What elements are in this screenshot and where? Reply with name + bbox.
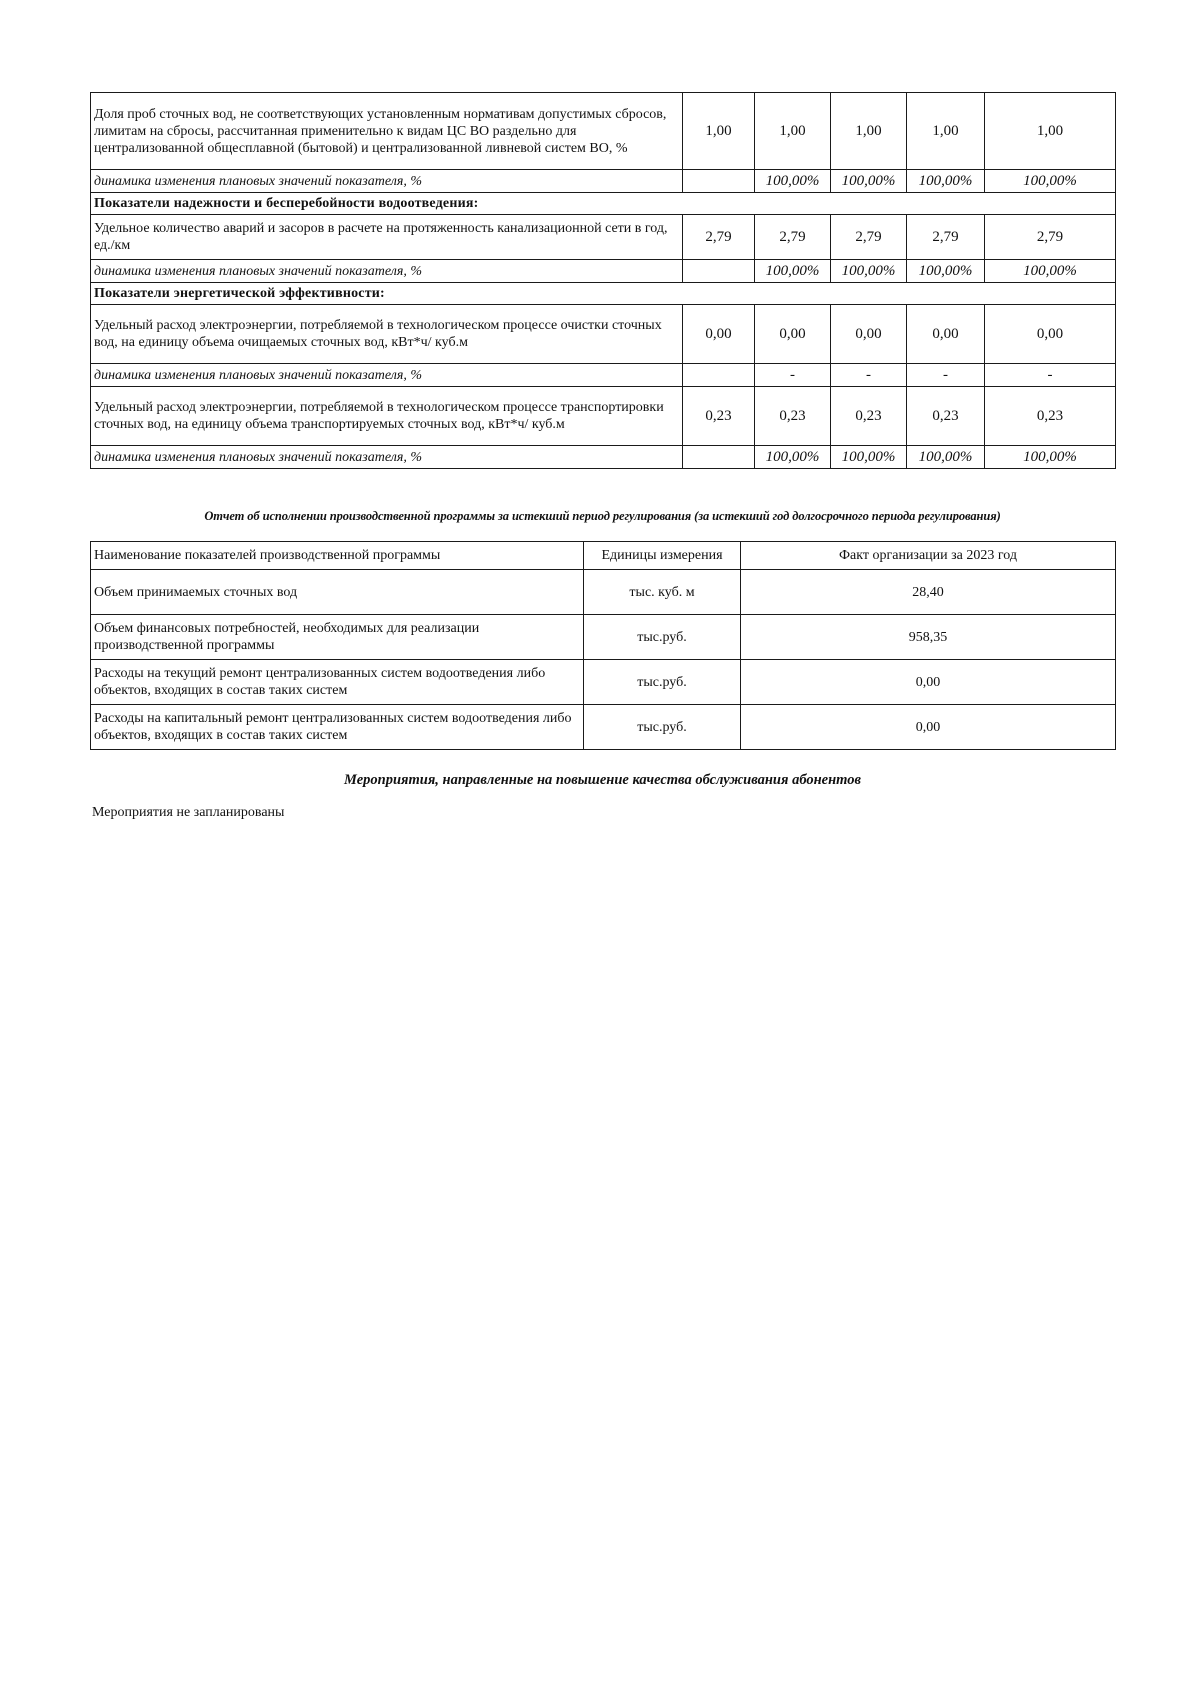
indicator-value: 2,79 <box>907 215 985 260</box>
indicator-value: 2,79 <box>683 215 755 260</box>
table-row <box>91 446 1116 469</box>
indicator-value: 2,79 <box>985 215 1116 260</box>
measures-text: Мероприятия не запланированы <box>92 805 285 820</box>
table-row <box>91 170 1116 193</box>
row-name: Расходы на капитальный ремонт централизованных систем водоотведения либо объектов, входящих в состав таких систем <box>91 705 584 750</box>
dynamics-label: динамика изменения плановых значений показателя, % <box>91 446 683 469</box>
row-fact: 958,35 <box>741 615 1116 660</box>
indicator-value: 0,23 <box>985 387 1116 446</box>
dynamics-value: 100,00% <box>831 446 907 469</box>
table-row <box>91 387 1116 446</box>
table-row <box>91 615 1116 660</box>
section-row <box>91 193 1116 215</box>
dynamics-label: динамика изменения плановых значений показателя, % <box>91 260 683 283</box>
table-row <box>91 93 1116 170</box>
indicator-value: 2,79 <box>831 215 907 260</box>
table-row <box>91 364 1116 387</box>
row-fact: 28,40 <box>741 570 1116 615</box>
indicator-value: 2,79 <box>755 215 831 260</box>
table-row <box>91 260 1116 283</box>
indicator-value: 1,00 <box>831 93 907 170</box>
dynamics-value <box>683 446 755 469</box>
column-header-unit: Единицы измерения <box>584 542 741 570</box>
dynamics-value: 100,00% <box>985 260 1116 283</box>
dynamics-label: динамика изменения плановых значений показателя, % <box>91 170 683 193</box>
column-header-fact: Факт организации за 2023 год <box>741 542 1116 570</box>
indicator-value: 0,23 <box>683 387 755 446</box>
table-row <box>91 570 1116 615</box>
dynamics-value <box>683 364 755 387</box>
indicator-value: 1,00 <box>755 93 831 170</box>
dynamics-value: 100,00% <box>907 446 985 469</box>
row-name: Объем принимаемых сточных вод <box>91 570 584 615</box>
row-unit: тыс. куб. м <box>584 570 741 615</box>
section-heading: Показатели надежности и бесперебойности водоотведения: <box>91 193 1116 215</box>
measures-title: Мероприятия, направленные на повышение качества обслуживания абонентов <box>344 772 861 788</box>
dynamics-value: - <box>755 364 831 387</box>
indicator-value: 0,23 <box>755 387 831 446</box>
table-header-row <box>91 542 1116 570</box>
indicators-table <box>90 92 1116 469</box>
indicator-value: 0,00 <box>907 305 985 364</box>
row-fact: 0,00 <box>741 660 1116 705</box>
dynamics-value: 100,00% <box>985 170 1116 193</box>
row-unit: тыс.руб. <box>584 615 741 660</box>
indicator-value: 1,00 <box>683 93 755 170</box>
dynamics-value: 100,00% <box>755 170 831 193</box>
indicator-value: 0,00 <box>755 305 831 364</box>
indicator-name: Удельное количество аварий и засоров в расчете на протяженность канализационной сети в год, ед./км <box>91 215 683 260</box>
column-header-name: Наименование показателей производственной программы <box>91 542 584 570</box>
dynamics-value: 100,00% <box>985 446 1116 469</box>
dynamics-value: - <box>985 364 1116 387</box>
dynamics-value <box>683 170 755 193</box>
section-heading: Показатели энергетической эффективности: <box>91 283 1116 305</box>
indicator-value: 0,00 <box>683 305 755 364</box>
indicator-value: 0,23 <box>907 387 985 446</box>
table-row <box>91 705 1116 750</box>
dynamics-value: 100,00% <box>831 170 907 193</box>
report-title: Отчет об исполнении производственной программы за истекший период регулирования (за истекший год долгосрочного периода регулирования) <box>204 509 1001 523</box>
row-unit: тыс.руб. <box>584 705 741 750</box>
indicator-value: 1,00 <box>985 93 1116 170</box>
dynamics-label: динамика изменения плановых значений показателя, % <box>91 364 683 387</box>
dynamics-value: 100,00% <box>831 260 907 283</box>
table-row <box>91 215 1116 260</box>
table-row <box>91 305 1116 364</box>
dynamics-value: 100,00% <box>755 446 831 469</box>
indicator-name: Доля проб сточных вод, не соответствующих установленным нормативам допустимых сбросов, лимитам на сбросы, рассчитанная применительно к видам ЦС ВО раздельно для централизованной общесплавной (бытовой) и централизованной ливневой систем ВО, % <box>91 93 683 170</box>
section-row <box>91 283 1116 305</box>
indicator-name: Удельный расход электроэнергии, потребляемой в технологическом процессе очистки сточных вод, на единицу объема очищаемых сточных вод, кВт*ч/ куб.м <box>91 305 683 364</box>
row-name: Расходы на текущий ремонт централизованных систем водоотведения либо объектов, входящих в состав таких систем <box>91 660 584 705</box>
indicator-value: 0,23 <box>831 387 907 446</box>
indicator-value: 0,00 <box>831 305 907 364</box>
dynamics-value: 100,00% <box>755 260 831 283</box>
dynamics-value: 100,00% <box>907 170 985 193</box>
dynamics-value: - <box>831 364 907 387</box>
table-row <box>91 660 1116 705</box>
dynamics-value: 100,00% <box>907 260 985 283</box>
indicator-name: Удельный расход электроэнергии, потребляемой в технологическом процессе транспортировки сточных вод, на единицу объема транспортируемых сточных вод, кВт*ч/ куб.м <box>91 387 683 446</box>
row-unit: тыс.руб. <box>584 660 741 705</box>
indicator-value: 0,00 <box>985 305 1116 364</box>
row-name: Объем финансовых потребностей, необходимых для реализации производственной программы <box>91 615 584 660</box>
row-fact: 0,00 <box>741 705 1116 750</box>
indicator-value: 1,00 <box>907 93 985 170</box>
report-table <box>90 541 1116 750</box>
dynamics-value: - <box>907 364 985 387</box>
dynamics-value <box>683 260 755 283</box>
